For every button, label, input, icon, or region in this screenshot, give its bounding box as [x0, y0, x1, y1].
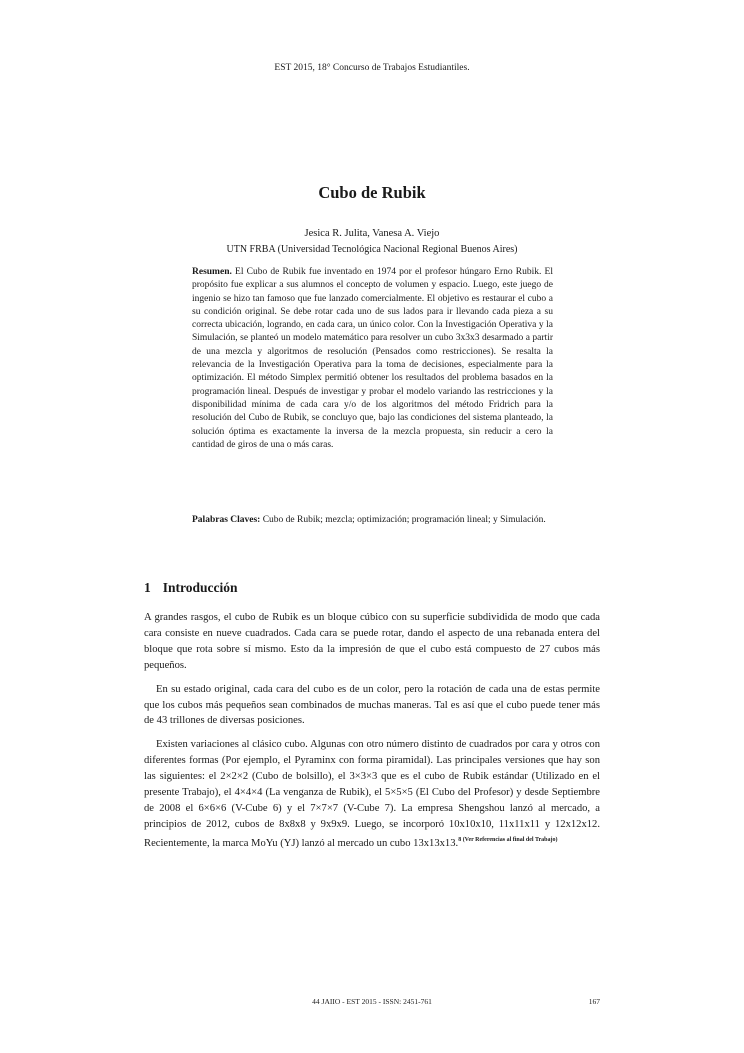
- abstract-text: El Cubo de Rubik fue inventado en 1974 por el profesor húngaro Erno Rubik. El propósito fue explicar a sus alumnos el concepto de volumen y espacio. Luego, este juego de ingenio se hizo tan famoso que fue lanzado comercialmente. El objetivo es restaurar el cubo a su condición original. Se debe rotar cada uno de sus lados para ir llevando cada pieza a su correcta ubicación, logrando, en cada cara, un único color. Con la Investigación Operativa y la Simulación, se planteó un modelo matemático para resolver un cubo 3x3x3 desarmado a partir de una mezcla y algoritmos de resolución (Pensados como restricciones). Se resalta la relevancia de la Investigación Operativa para la toma de decisiones, especialmente para la optimización. El método Simplex permitió obtener los resultados del problema basados en la programación lineal. Después de investigar y probar el modelo variando las restricciones y la disponibilidad mínima de cada cara y/o de los algoritmos del método Fridrich para la resolución del Cubo de Rubik, se concluyo que, bajo las condiciones del sistema planteado, la solución óptima es exactamente la inversa de la mezcla propuesta, sin reducir a cero la cantidad de giros de una o más caras.: [192, 267, 554, 450]
- paragraph-2: En su estado original, cada cara del cubo es de un color, pero la rotación de cada una de estas permite que los cubos más pequeños sean combinados de muchas maneras. Tal es así que el cubo puede tener más de 43 trillones de diversas posiciones.: [144, 683, 600, 727]
- page-number: 167: [588, 997, 600, 1006]
- section-number: 1: [144, 580, 151, 595]
- abstract-label: Resumen.: [192, 267, 232, 277]
- keywords-label: Palabras Claves:: [192, 515, 261, 525]
- paragraph-3-text: Existen variaciones al clásico cubo. Algunas con otro número distinto de cuadrados por cara y otros con diferentes formas (Por ejemplo, el Pyraminx con forma piramidal). Las principales versiones que hay son las siguientes: el 2×2×2 (Cubo de bolsillo), el 3×3×3 que es el cubo de Rubik estándar (Utilizado en el presente Trabajo), el 4×4×4 (La venganza de Rubik), el 5×5×5 (El Cubo del Profesor) y desde Septiembre de 2008 el 6×6×6 (V-Cube 6) y el 7×7×7 (V-Cube 7). La empresa Shengshou lanzó al mercado, a principios de 2012, cubos de 8x8x8 y 9x9x9. Luego, se incorporó 10x10x10, 11x11x11 y 12x12x12. Recientemente, la marca MoYu (YJ) lanzó al mercado un cubo 13x13x13.: [144, 739, 600, 849]
- page-footer: 44 JAIIO - EST 2015 - ISSN: 2451-761: [312, 997, 432, 1006]
- paper-title: Cubo de Rubik: [318, 183, 426, 202]
- paragraph-1: A grandes rasgos, el cubo de Rubik es un bloque cúbico con su superficie subdividida de modo que cada cara consiste en nueve cuadrados. Cada cara se puede rotar, dando el aspecto de una rebanada entera del bloque que rota sobre sí mismo. Esto da la impresión de que el cubo está compuesto de 27 cubos más pequeños.: [144, 612, 600, 671]
- abstract: [192, 266, 553, 452]
- section-heading: [144, 580, 238, 596]
- reference-superscript: 8 (Ver Referencias al final del Trabajo): [458, 836, 558, 843]
- keywords: [192, 514, 553, 527]
- running-header: EST 2015, 18° Concurso de Trabajos Estudiantiles.: [274, 63, 470, 73]
- section-title: Introducción: [162, 580, 238, 595]
- paper-authors: Jesica R. Julita, Vanesa A. Viejo: [304, 228, 440, 239]
- section-body: [144, 610, 600, 860]
- keywords-text: Cubo de Rubik; mezcla; optimización; programación lineal; y Simulación.: [262, 515, 546, 525]
- paper-affiliation: UTN FRBA (Universidad Tecnológica Nacional Regional Buenos Aires): [226, 244, 518, 255]
- paragraph-3: [144, 737, 600, 851]
